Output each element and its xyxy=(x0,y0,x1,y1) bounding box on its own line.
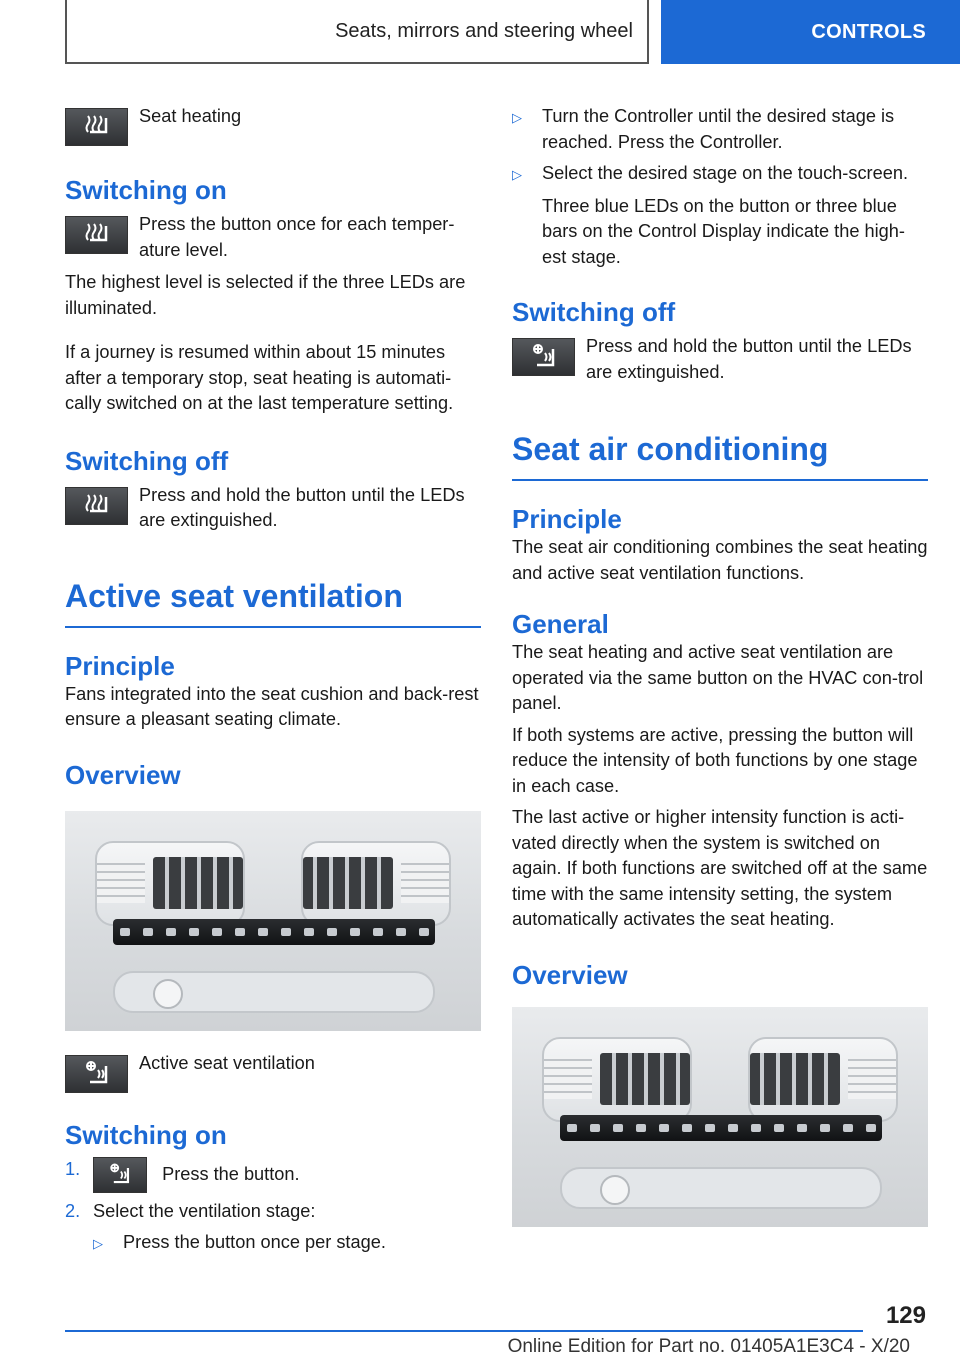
lower-panel xyxy=(560,1167,882,1209)
principle-text: The seat air conditioning combines the seat heating and active seat ventilation functions. xyxy=(512,537,928,583)
footer-divider xyxy=(65,1330,863,1332)
bullet-triangle-icon: ▷ xyxy=(512,110,522,125)
hvac-panel-photo xyxy=(65,811,481,1031)
air-vent xyxy=(748,1037,898,1122)
section-title: Seats, mirrors and steering wheel xyxy=(335,19,633,42)
hvac-control-bar xyxy=(113,919,435,945)
air-vent xyxy=(95,841,245,926)
ventilation-label: Active seat ventilation xyxy=(139,1052,315,1073)
general-text-2: If both systems are active, pressing the button will reduce the intensity of both functions by one stage in each case. xyxy=(512,724,918,796)
seat-ventilation-icon xyxy=(65,1055,128,1093)
general-text-1: The seat heating and active seat ventilation are operated via the same button on the HVAC con‐trol panel. xyxy=(512,642,924,713)
switching-off-row xyxy=(512,334,928,385)
seat-heating-icon xyxy=(65,487,128,525)
principle-heading: Principle xyxy=(65,650,175,681)
step-1-number: 1. xyxy=(65,1158,81,1179)
leds-text: Three blue LEDs on the button or three blue bars on the Control Display indicate the high‐est stage. xyxy=(542,195,905,267)
air-vent xyxy=(301,841,451,926)
bullet-3-text: Select the desired stage on the touch‐screen. xyxy=(542,163,908,183)
hvac-control-bar xyxy=(560,1115,882,1141)
bullet-item xyxy=(512,104,928,155)
air-vent xyxy=(542,1037,692,1122)
section-title-tab xyxy=(65,0,649,64)
right-column xyxy=(512,104,928,1227)
highest-level-text: The highest level is selected if the three LEDs are illuminated. xyxy=(65,272,466,318)
bullet-2-text: Turn the Controller until the desired stage is reached. Press the Controller. xyxy=(542,106,895,152)
page-number: 129 xyxy=(885,1302,926,1329)
switching-off-heading: Switching off xyxy=(65,445,229,476)
bullet-item xyxy=(65,1230,481,1257)
general-heading: General xyxy=(512,609,609,639)
bullet-triangle-icon: ▷ xyxy=(512,167,522,182)
step-2-text: Select the ventilation stage: xyxy=(93,1200,316,1221)
step-1 xyxy=(65,1157,481,1193)
left-column xyxy=(65,104,481,1257)
switching-off-heading: Switching off xyxy=(512,297,676,327)
ventilation-row xyxy=(65,1051,481,1093)
bullet-item xyxy=(512,161,928,188)
overview-heading: Overview xyxy=(512,959,628,990)
seat-heating-icon xyxy=(65,108,128,146)
bullet-triangle-icon: ▷ xyxy=(93,1236,103,1251)
chapter-title: CONTROLS xyxy=(811,20,926,43)
switching-on-text: Press the button once for each temper‐ature level. xyxy=(139,214,455,260)
overview-heading: Overview xyxy=(65,759,181,790)
hvac-panel-photo xyxy=(512,1007,928,1227)
switching-on-row xyxy=(65,212,481,263)
switching-off-row xyxy=(65,483,481,534)
step-2 xyxy=(65,1199,481,1225)
seat-ventilation-icon xyxy=(512,338,575,376)
seat-heating-label: Seat heating xyxy=(139,106,242,126)
lower-panel xyxy=(113,971,435,1013)
bullet-1-text: Press the button once per stage. xyxy=(123,1232,386,1252)
seat-heating-icon xyxy=(65,216,128,254)
ventilation-heading: Active seat ventilation xyxy=(65,576,481,628)
edition-text: Online Edition for Part no. 01405A1E3C4 - X/20 xyxy=(507,1336,910,1357)
chapter-tab xyxy=(661,0,960,64)
journey-text: If a journey is resumed within about 15 minutes after a temporary stop, seat heating is automati‐cally switched on at the last temperature setting. xyxy=(65,342,454,413)
step-1-text: Press the button. xyxy=(162,1163,300,1184)
general-text-3: The last active or higher intensity function is acti‐vated directly when the system is switched on again. If both functions are switched off at the same time with the same intensity setting, the system automatically activates the seat heating. xyxy=(512,807,928,929)
switching-on-heading: Switching on xyxy=(65,175,227,205)
switching-off-text: Press and hold the button until the LEDs are extinguished. xyxy=(139,484,465,530)
seat-ventilation-icon xyxy=(93,1157,147,1193)
switching-off-text: Press and hold the button until the LEDs are extinguished. xyxy=(586,336,912,382)
principle-text: Fans integrated into the seat cushion and back‐rest ensure a pleasant seating climate. xyxy=(65,683,479,729)
principle-heading: Principle xyxy=(512,504,622,534)
seat-heating-row xyxy=(65,104,481,146)
step-2-number: 2. xyxy=(65,1200,81,1221)
vent-switching-on-heading: Switching on xyxy=(65,1119,227,1150)
air-conditioning-heading: Seat air conditioning xyxy=(512,429,928,481)
